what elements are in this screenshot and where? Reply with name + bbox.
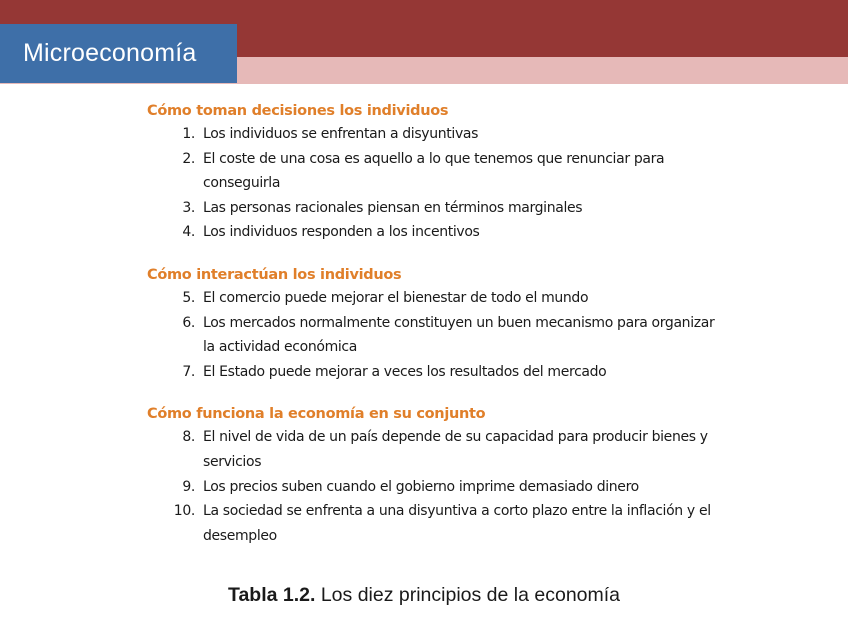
section-interactions [147,264,727,384]
item-text: Los individuos responden a los incentivos [203,224,480,241]
list-item [147,220,727,245]
slide-title: Microeconomía [0,24,237,83]
item-number: 8. [182,429,195,446]
section-decisions [147,100,727,245]
item-text: Los precios suben cuando el gobierno imprime demasiado dinero [203,478,639,495]
list-item [147,475,727,500]
list-item [147,196,727,221]
section-heading: Cómo toman decisiones los individuos [147,103,449,119]
list-item [147,360,727,385]
caption-label: Tabla 1.2. [227,584,316,606]
principles-table [147,100,727,567]
list-item [147,425,727,474]
list-item [147,499,727,548]
item-number: 4. [182,224,195,241]
table-caption [0,584,848,607]
item-text: El coste de una cosa es aquello a lo que tenemos que renunciar para conseguirla [203,150,665,192]
list-item [147,147,727,196]
list-item [147,122,727,147]
section-economy-as-whole [147,403,727,548]
item-number: 2. [182,150,195,167]
item-number: 9. [182,478,195,495]
item-number: 10. [173,503,195,520]
item-text: La sociedad se enfrenta a una disyuntiva a corto plazo entre la inflación y el desempleo [203,503,711,544]
item-number: 1. [182,126,195,142]
section-heading: Cómo interactúan los individuos [147,266,402,283]
item-text: El nivel de vida de un país depende de su capacidad para producir bienes y servicios [203,429,708,470]
item-number: 5. [182,289,195,306]
list-item [147,311,727,360]
section-heading: Cómo funciona la economía en su conjunto [147,406,486,423]
item-text: El comercio puede mejorar el bienestar de todo el mundo [203,289,589,306]
item-text: El Estado puede mejorar a veces los resultados del mercado [203,363,607,380]
item-text: Las personas racionales piensan en términos marginales [203,199,583,216]
item-number: 3. [182,199,195,216]
item-text: Los individuos se enfrentan a disyuntivas [203,126,479,142]
caption-text: Los diez principios de la economía [315,584,621,606]
list-item [147,286,727,311]
item-number: 7. [182,363,195,380]
item-number: 6. [182,314,195,331]
item-text: Los mercados normalmente constituyen un buen mecanismo para organizar la actividad económica [203,314,715,356]
